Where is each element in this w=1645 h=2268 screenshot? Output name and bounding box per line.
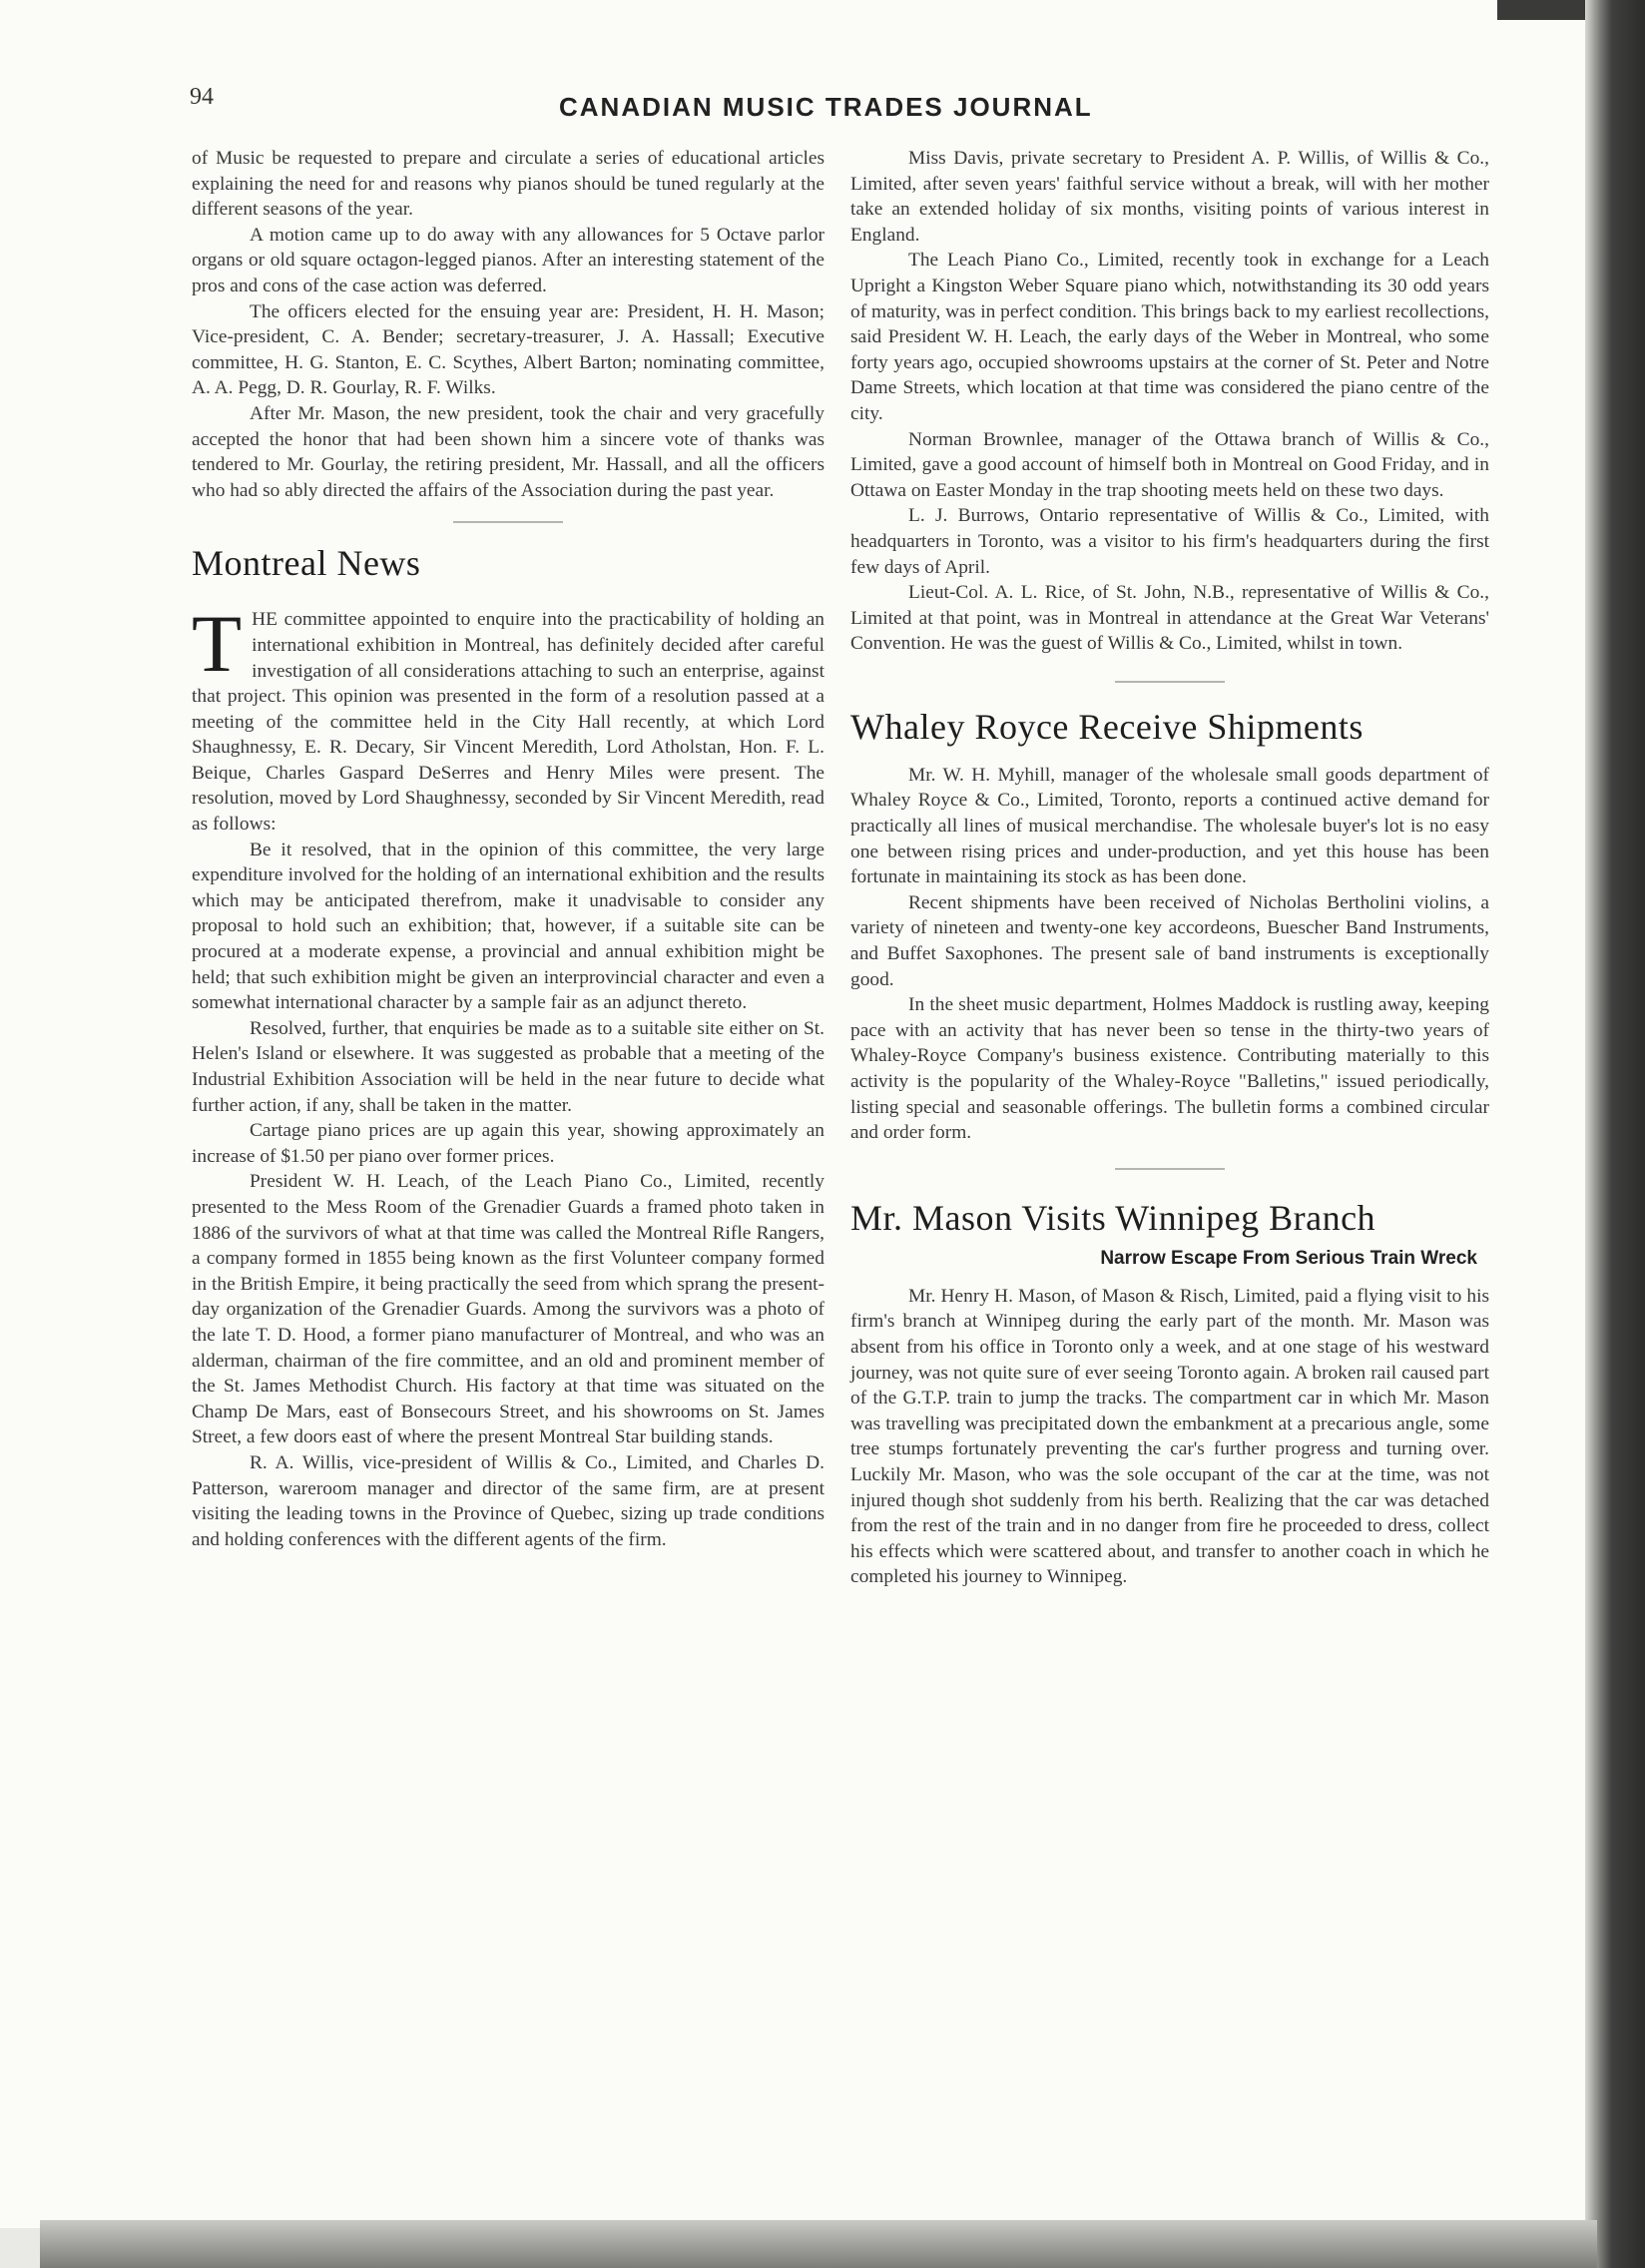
article-paragraph: Be it resolved, that in the opinion of this committee, the very large expenditure involved for the holding of an international exhibition and the results which may be anticipated therefrom, make it unadvisable to consider any proposal to hold such an exhibition; that, however, if a suitable site can be procured at a moderate expense, a provincial and annual exhibition might be held; that such exhibition might be given an interprovincial character and even a somewhat international character by a sample fair as an adjunct thereto. (192, 839, 824, 1014)
article-paragraph: Resolved, further, that enquiries be made as to a suitable site either on St. Helen's Island or elsewhere. It was suggested as probable that a meeting of the Industrial Exhibition Association will be held in the near future to decide what further action, if any, shall be taken in the matter. (192, 1017, 824, 1116)
article-paragraph: The officers elected for the ensuing year are: President, H. H. Mason; Vice-president, C. A. Bender; secretary-treasurer, J. A. Hassall; Executive committee, H. G. Stanton, E. C. Scythes, Albert Barton; nominating committee, A. A. Pegg, D. R. Gourlay, R. F. Wilks. (192, 300, 824, 399)
article-paragraph: President W. H. Leach, of the Leach Piano Co., Limited, recently presented to the Mess Room of the Grenadier Guards a framed photo taken in 1886 of the survivors of what at that time was called the Montreal Rifle Rangers, a company formed in 1855 being known as the first Volunteer company formed in the British Empire, it being practically the seed from which sprang the present-day organization of the Grenadier Guards. Among the survivors was a photo of the late T. D. Hood, a former piano manufacturer of Montreal, and who was an alderman, chairman of the fire committee, and an old and prominent member of the St. James Methodist Church. His factory at that time was situated on the Champ De Mars, east of Bonsecours Street, and his showrooms on St. James Street, a few doors east of where the present Montreal Star building stands. (192, 1171, 824, 1448)
scan-bottom-edge (40, 2220, 1597, 2268)
article-paragraph: Mr. W. H. Myhill, manager of the wholesale small goods department of Whaley Royce & Co., Limited, Toronto, reports a continued active demand for practically all lines of musical merchandise. The wholesale buyer's lot is no easy one between rising prices and under-production, and yet this house has been fortunate in maintaining its stock as has been done. (850, 764, 1489, 888)
mason-visit-heading: Mr. Mason Visits Winnipeg Branch (850, 1197, 1376, 1238)
article-paragraph: Lieut-Col. A. L. Rice, of St. John, N.B., representative of Willis & Co., Limited at that point, was in Montreal in attendance at the Great War Veterans' Convention. He was the guest of Willis & Co., Limited, whilst in town. (850, 582, 1489, 655)
article-paragraph: The Leach Piano Co., Limited, recently took in exchange for a Leach Upright a Kingston Weber Square piano which, notwithstanding its 30 odd years of maturity, was in perfect condition. This brings back to my earliest recollections, said President W. H. Leach, the early days of the Weber in Montreal, who some forty years ago, occupied showrooms upstairs at the corner of St. Peter and Notre Dame Streets, which location at that time was considered the piano centre of the city. (850, 250, 1489, 424)
left-column (192, 146, 824, 1552)
article-paragraph: Cartage piano prices are up again this year, showing approximately an increase of $1.50 per piano over former prices. (192, 1120, 824, 1167)
article-paragraph: Norman Brownlee, manager of the Ottawa branch of Willis & Co., Limited, gave a good account of himself both in Montreal on Good Friday, and in Ottawa on Easter Monday in the trap shooting meets held on these two days. (850, 428, 1489, 501)
article-paragraph: R. A. Willis, vice-president of Willis & Co., Limited, and Charles D. Patterson, wareroom manager and director of the same firm, are at present visiting the leading towns in the Province of Quebec, sizing up trade conditions and holding conferences with the different agents of the firm. (192, 1451, 824, 1550)
scan-right-edge (1585, 0, 1645, 2268)
lead-paragraph-text: HE committee appointed to enquire into the practicability of holding an international exhibition in Montreal, has definitely decided after careful investigation of all considerations attaching to such an enterprise, against that project. This opinion was presented in the form of a resolution passed at a meeting of the committee held in the City Hall recently, at which Lord Shaughnessy, E. R. Decary, Sir Vincent Meredith, Lord Atholstan, Hon. F. L. Beique, Charles Gaspard DeSerres and Henry Miles were present. The resolution, moved by Lord Shaughnessy, seconded by Sir Vincent Meredith, read as follows: (192, 609, 824, 836)
section-divider (1115, 1168, 1225, 1170)
montreal-news-heading: Montreal News (192, 543, 421, 584)
montreal-lead-paragraph (192, 598, 824, 837)
right-column (850, 146, 1489, 1590)
continued-paragraph: of Music be requested to prepare and circulate a series of educational articles explaining the need for and reasons why pianos should be tuned regularly at the different seasons of the year. (192, 148, 824, 221)
whaley-royce-heading: Whaley Royce Receive Shipments (850, 706, 1364, 747)
article-paragraph: A motion came up to do away with any allowances for 5 Octave parlor organs or old square octagon-legged pianos. After an interesting statement of the pros and cons of the case action was deferred. (192, 224, 824, 296)
section-divider (1115, 681, 1225, 683)
article-paragraph: Mr. Henry H. Mason, of Mason & Risch, Limited, paid a flying visit to his firm's branch at Winnipeg during the early part of the month. Mr. Mason was absent from his office in Toronto only a week, and at one stage of his westward journey, was not quite sure of ever seeing Toronto again. A broken rail caused part of the G.T.P. train to jump the tracks. The compartment car in which Mr. Mason was travelling was precipitated down the embankment at a precarious angle, some tree stumps fortunately preventing the car's further progress and turning over. Luckily Mr. Mason, who was the sole occupant of the car at the time, was not injured though shot suddenly from his berth. Realizing that the car was detached from the rest of the train and in no danger from fire he proceeded to dress, collect his effects which were scattered about, and transfer to another coach in which he completed his journey to Winnipeg. (850, 1285, 1489, 1588)
article-paragraph: In the sheet music department, Holmes Maddock is rustling away, keeping pace with an activity that has never been so tense in the thirty-two years of Whaley-Royce Company's business existence. Contributing materially to this activity is the popularity of the Whaley-Royce "Balletins," issued periodically, listing special and seasonable offerings. The bulletin forms a combined circular and order form. (850, 994, 1489, 1144)
article-paragraph: Recent shipments have been received of Nicholas Bertholini violins, a variety of nineteen and twenty-one key accordeons, Buescher Band Instruments, and Buffet Saxophones. The present sale of band instruments is exceptionally good. (850, 891, 1489, 990)
journal-running-head: CANADIAN MUSIC TRADES JOURNAL (559, 92, 1093, 122)
section-divider (453, 521, 563, 523)
article-paragraph: After Mr. Mason, the new president, took the chair and very gracefully accepted the honor that had been shown him a sincere vote of thanks was tendered to Mr. Gourlay, the retiring president, Mr. Hassall, and all the officers who had so ably directed the affairs of the Association during the past year. (192, 402, 824, 501)
article-paragraph: L. J. Burrows, Ontario representative of Willis & Co., Limited, with headquarters in Toronto, was a visitor to his firm's headquarters during the first few days of April. (850, 505, 1489, 578)
article-paragraph: Miss Davis, private secretary to President A. P. Willis, of Willis & Co., Limited, after seven years' faithful service without a break, will with her mother take an extended holiday of six months, visiting points of various interest in England. (850, 148, 1489, 246)
mason-visit-subheading: Narrow Escape From Serious Train Wreck (1100, 1247, 1477, 1269)
page-number: 94 (190, 84, 214, 110)
drop-cap: T (192, 598, 243, 690)
